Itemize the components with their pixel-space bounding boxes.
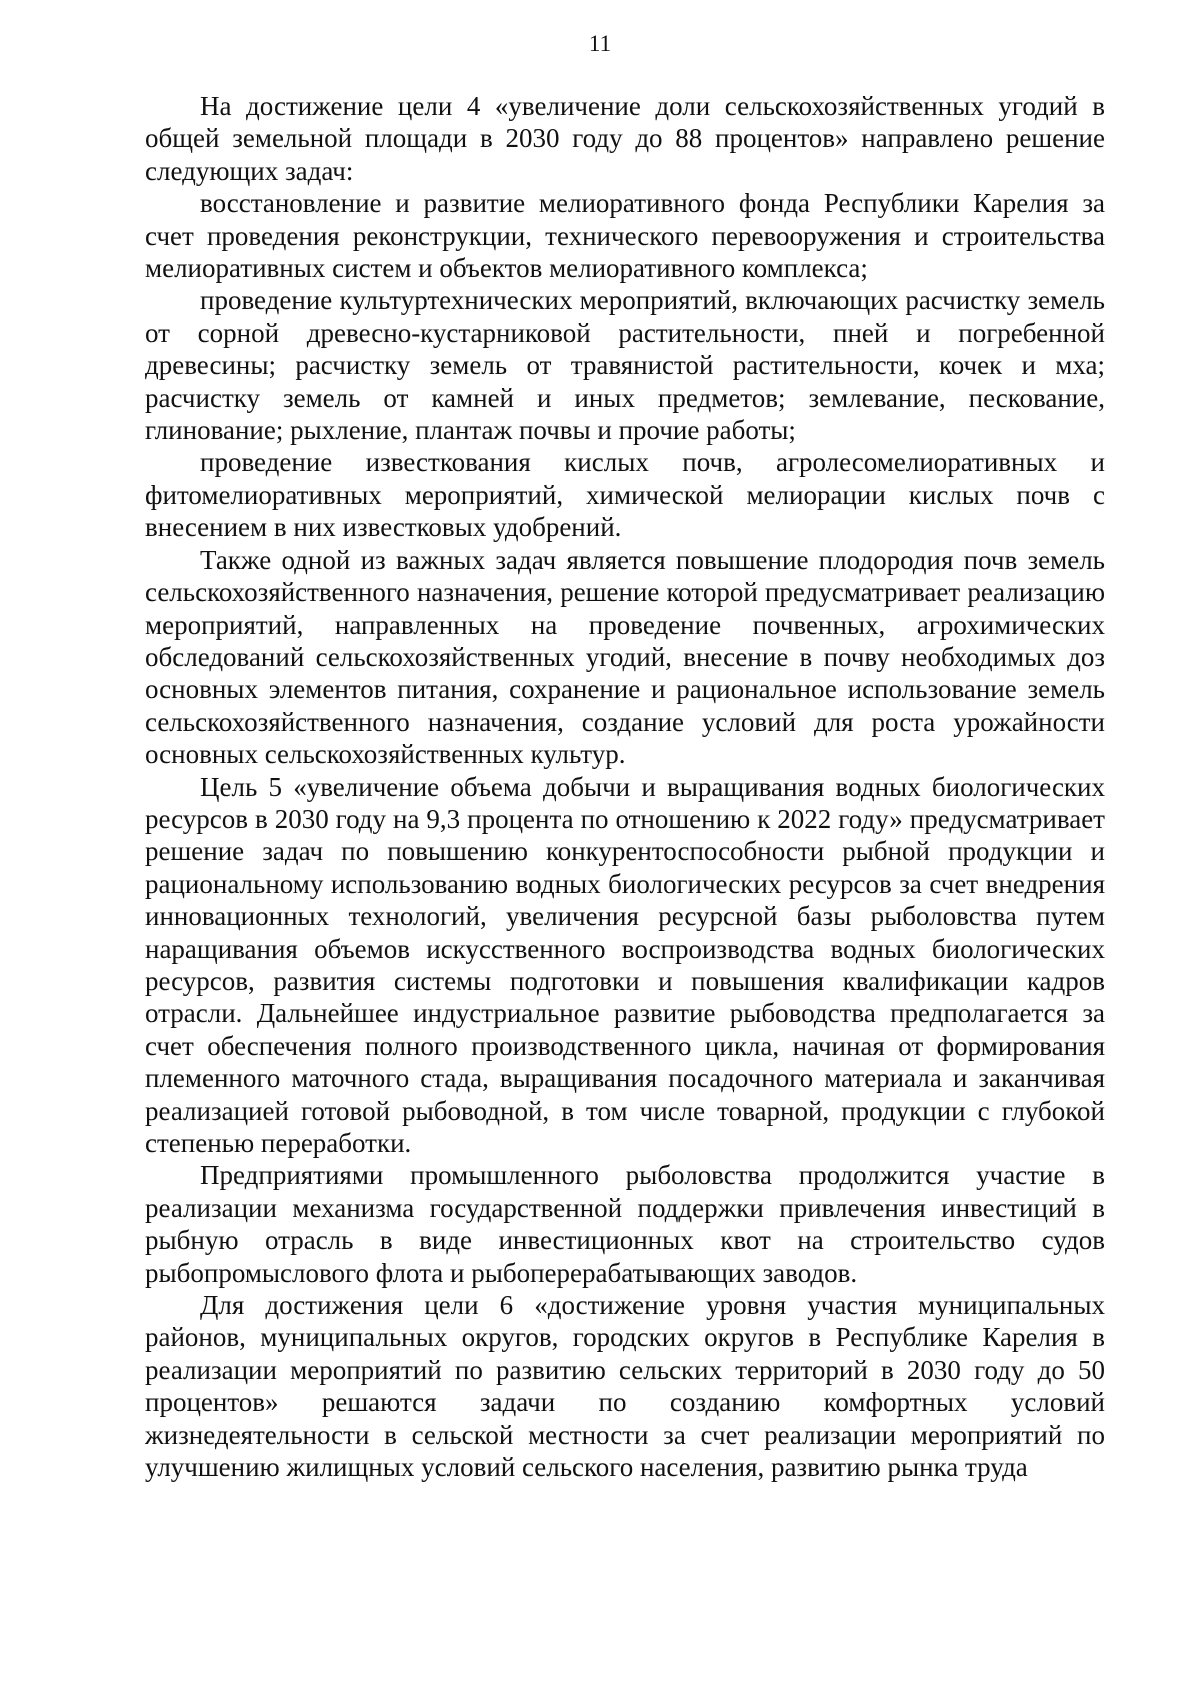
paragraph-task-melioration-fund: восстановление и развитие мелиоративного фонда Республики Карелия за счет проведения реконструкции, технического перевооружения и строительства мелиоративных систем и объектов мелиоративного комплекса; <box>145 188 1105 284</box>
page-number: 11 <box>588 31 612 56</box>
paragraph-task-liming: проведение известкования кислых почв, агролесомелиоративных и фитомелиоративных мероприятий, химической мелиорации кислых почв с внесением в них известковых удобрений. <box>145 447 1105 543</box>
paragraph-goal-5: Цель 5 «увеличение объема добычи и выращивания водных биологических ресурсов в 2030 году на 9,3 процента по отношению к 2022 году» предусматривает решение задач по повышению конкурентоспособности рыбной продукции и рациональному использованию водных биологических ресурсов за счет внедрения инновационных технологий, увеличения ресурсной базы рыболовства путем наращивания объемов искусственного воспроизводства водных биологических ресурсов, развития системы подготовки и повышения квалификации кадров отрасли. Дальнейшее индустриальное развитие рыбоводства предполагается за счет обеспечения полного производственного цикла, начиная от формирования племенного маточного стада, выращивания посадочного материала и заканчивая реализацией готовой рыбоводной, в том числе товарной, продукции с глубокой степенью переработки. <box>145 771 1105 1158</box>
paragraph-industrial-fishing: Предприятиями промышленного рыболовства продолжится участие в реализации механизма государственной поддержки привлечения инвестиций в рыбную отрасль в виде инвестиционных квот на строительство судов рыбопромыслового флота и рыбоперерабатывающих заводов. <box>145 1160 1105 1288</box>
document-body <box>145 90 1105 1483</box>
paragraph-goal-4-intro: На достижение цели 4 «увеличение доли сельскохозяйственных угодий в общей земельной площади в 2030 году до 88 процентов» направлено решение следующих задач: <box>145 91 1105 186</box>
paragraph-soil-fertility: Также одной из важных задач является повышение плодородия почв земель сельскохозяйственного назначения, решение которой предусматривает реализацию мероприятий, направленных на проведение почвенных, агрохимических обследований сельскохозяйственных угодий, внесение в почву необходимых доз основных элементов питания, сохранение и рациональное использование земель сельскохозяйственного назначения, создание условий для роста урожайности основных сельскохозяйственных культур. <box>145 544 1105 770</box>
paragraph-goal-6: Для достижения цели 6 «достижение уровня участия муниципальных районов, муниципальных округов, городских округов в Республике Карелия в реализации мероприятий по развитию сельских территорий в 2030 году до 50 процентов» решаются задачи по созданию комфортных условий жизнедеятельности в сельской местности за счет реализации мероприятий по улучшению жилищных условий сельского населения, развитию рынка труда <box>145 1290 1105 1483</box>
paragraph-task-cultural-technical: проведение культуртехнических мероприятий, включающих расчистку земель от сорной древесно-кустарниковой растительности, пней и погребенной древесины; расчистку земель от травянистой растительности, кочек и мха; расчистку земель от камней и иных предметов; землевание, пескование, глинование; рыхление, плантаж почвы и прочие работы; <box>145 285 1105 446</box>
